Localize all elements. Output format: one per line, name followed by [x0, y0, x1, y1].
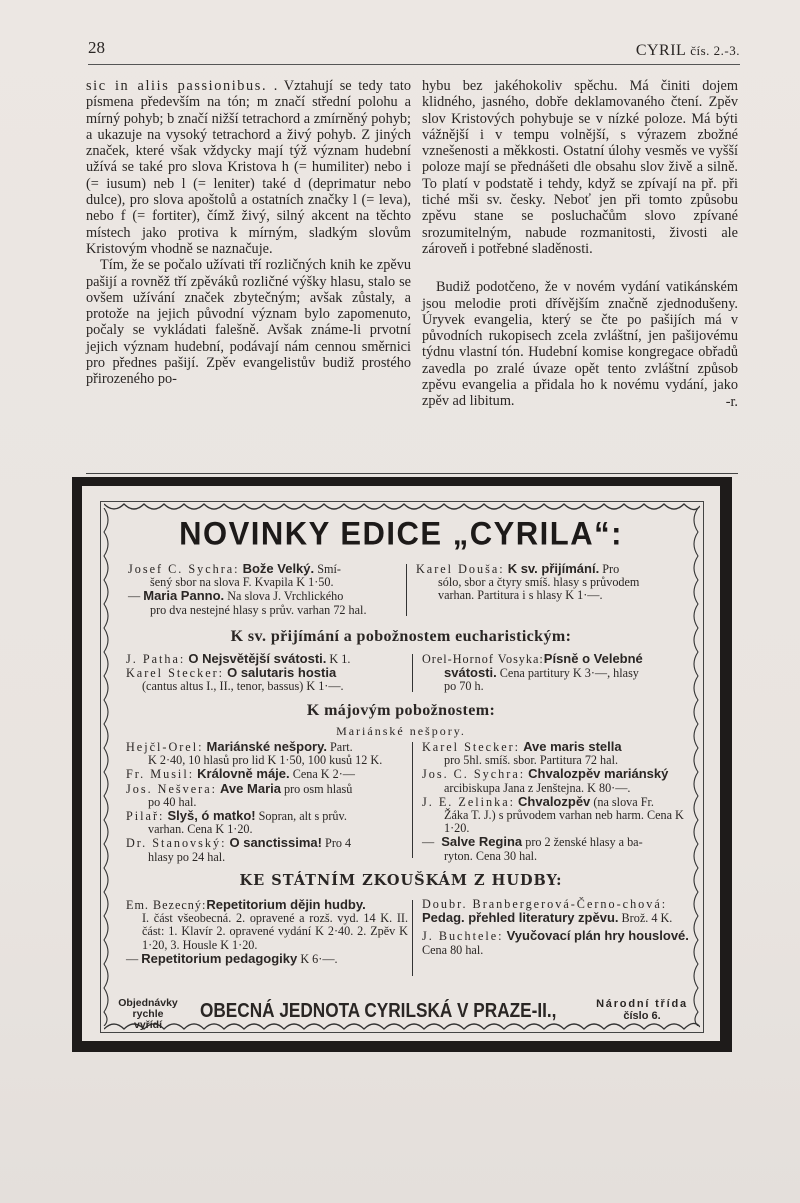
order-note-line: Objednávky rychle: [118, 997, 178, 1020]
work-description: (na slova Fr.: [590, 794, 654, 809]
composer-name: J. Buchtele:: [422, 929, 504, 944]
composer-name: Josef C. Sychra:: [128, 562, 240, 576]
address-line: číslo 6.: [623, 1010, 661, 1022]
work-title: Ave maris stella: [523, 739, 622, 754]
advertisement-title: NOVINKY EDICE „CYRILA“:: [179, 515, 623, 552]
publisher-address: [596, 998, 688, 1022]
work-title: Pedag. přehled literatury zpěvu.: [422, 910, 619, 926]
paragraph: hybu bez jakéhokoliv spěchu. Má činiti dojem klidného, jasného, dobře deklamovaného čtení. Zpěv slov Kristových pohybuje se v nízké poloze. Má býti vážnější i v tempu volnější, s výrazem zbožné vznešenosti a měkkosti. Ostatní úlohy vesměs ve vyšší poloze mají se přednášeti dle obsahu slov živě a silně. To platí v podstatě i tehdy, když se zpívají na př. při tiché mši sv. česky. Neboť jen při tomto způsobu zpěvu stane se posluchačům slovo zpívané srozumitelným, nabude rozmanitosti, živosti ale zároveň i potřebné sladěnosti.: [422, 78, 738, 257]
listing-entry: [422, 835, 690, 849]
address-line: Národní třída: [596, 998, 688, 1010]
composer-name: Doubr. Branbergerová-Černo-chová:: [422, 897, 668, 911]
advertisement-inner: [82, 486, 720, 1041]
listing-entry: [422, 666, 690, 680]
scallop-border-top: [104, 502, 700, 514]
paragraph: Tím, že se počalo užívati tří rozličných knih ke zpěvu pašijí a rovněž tří zpěváků rozličné výšky hlasu, stalo se ovšem užívání značek zbytečným; avšak zůstaly, a protože na jejich původní význam bylo zapomenuto, počaly se vykládati falešně. Avšak známe-li prvotní jejich význam hudební, podávají nám cennou směrnici pro přednes pašijí. Zpěv evangelistův budiž prostého přirozeného po-: [86, 257, 411, 388]
work-description: Cena 80 hal.: [422, 942, 484, 957]
column-divider: [406, 564, 407, 616]
work-description: Smí-: [314, 562, 341, 576]
work-description: pro dva nestejné hlasy s prův. varhan 72 hal.: [150, 602, 367, 617]
paragraph: [86, 78, 411, 257]
issue-number: čís. 2.-3.: [690, 43, 740, 58]
scallop-border-right: [690, 508, 700, 1026]
page-header: [88, 38, 740, 65]
composer-name: J. E. Zelinka:: [422, 794, 515, 809]
page-number: 28: [88, 38, 105, 57]
listing-entry: [128, 562, 398, 576]
work-description: Pro 4: [322, 836, 352, 851]
article-column-left: [86, 78, 411, 388]
work-title: Chvalozpěv mariánský: [528, 766, 669, 782]
work-title: O sanctissima!: [229, 835, 322, 851]
publisher-name: OBECNÁ JEDNOTA CYRILSKÁ V PRAZE-II.,: [200, 1000, 557, 1022]
work-title: Královně máje.: [197, 766, 290, 782]
column-divider: [412, 742, 413, 858]
section-subheading-vespers: Mariánské nešpory.: [336, 724, 466, 738]
composer-name: Fr. Musil:: [126, 767, 195, 782]
listing-entry: [422, 898, 690, 925]
article-column-right: [422, 78, 738, 410]
work-title: Chvalozpěv: [518, 793, 591, 809]
eucharist-right: [422, 652, 690, 694]
dash-prefix: —: [128, 589, 144, 604]
column-divider: [412, 654, 413, 692]
section-heading-may: K májovým pobožnostem:: [306, 702, 496, 719]
work-title: Repetitorium dějin hudby.: [206, 897, 366, 912]
order-note: [104, 998, 192, 1031]
composer-name: Karel Douša:: [416, 562, 505, 576]
listing-entry: [416, 562, 690, 576]
work-title: Bože Velký.: [242, 561, 315, 576]
work-title: Slyš, ó matko!: [167, 808, 256, 824]
work-description: šený sbor na slova F. Kvapila K 1·50.: [150, 575, 334, 590]
composer-name: Jos. C. Sychra:: [422, 767, 526, 782]
listing-entry: [126, 898, 408, 912]
work-description: varhan. Cena K 1·20.: [148, 822, 253, 837]
listing-entry: [422, 652, 690, 666]
listing-entry: [422, 740, 690, 754]
listing-entry: [126, 809, 408, 823]
composer-name: Em. Bezecný:: [126, 898, 207, 912]
listing-entry: [126, 952, 408, 966]
dash-prefix: —: [126, 951, 142, 966]
eucharist-left: [126, 652, 408, 694]
paragraph-gap: [422, 257, 738, 279]
work-title: Maria Panno.: [143, 588, 225, 604]
work-description: Brož. 4 K.: [618, 911, 673, 926]
journal-name: CYRIL: [635, 42, 686, 59]
work-title: Písně o Velebné: [543, 651, 643, 666]
work-description: Cena K 2·—: [289, 767, 355, 782]
exams-left: [126, 898, 408, 966]
composer-name: —: [422, 835, 442, 850]
work-description: po 40 hal.: [148, 794, 197, 809]
work-title: Ave Maria: [220, 780, 281, 796]
advertisement-box: [72, 477, 732, 1052]
work-description: (cantus altus I., II., tenor, bassus) K 1·—.: [142, 679, 344, 694]
composer-name: Hejčl-Orel:: [126, 740, 204, 754]
work-title: Salve Regina: [441, 834, 523, 850]
listing-dousa: [416, 562, 690, 603]
composer-name: J. Patha:: [126, 652, 186, 666]
work-title: K sv. přijímání.: [507, 561, 600, 576]
work-description: Cena partitury K 3·—, hlasy: [496, 666, 639, 681]
work-description: hlasy po 24 hal.: [148, 849, 226, 864]
work-description: I. část všeobecná. 2. opravené a rozš. vyd. 14 K. II. část: 1. Klavír 2. opravené vydání K 2·40. 2. Zpěv K 1·20, 3. Housle K 1·20.: [142, 911, 408, 952]
listing-entry: [422, 929, 690, 956]
listing-entry: [128, 589, 398, 603]
composer-name: Pilař:: [126, 809, 165, 824]
work-title: svátosti.: [444, 665, 497, 681]
work-description: K 6·—.: [297, 951, 338, 966]
work-description: Sopran, alt s prův.: [255, 809, 347, 824]
exams-right: [422, 898, 690, 957]
listing-entry: [126, 782, 408, 796]
work-description: K 1.: [326, 652, 351, 666]
work-description: Pro: [599, 562, 620, 576]
work-description: K 2·40, 10 hlasů pro lid K 1·50, 100 kusů 12 K.: [148, 753, 383, 768]
latin-lead: sic in aliis passionibus.: [86, 78, 268, 94]
author-signature: -r.: [725, 393, 738, 410]
work-description: Part.: [326, 740, 353, 754]
composer-name: Dr. Stanovský:: [126, 836, 227, 851]
work-title: O salutaris hostia: [227, 665, 337, 681]
article-divider: [86, 473, 738, 474]
work-description: pro osm hlasů: [280, 781, 353, 796]
composer-name: Karel Stecker:: [422, 740, 521, 754]
work-description: arcibiskupa Jana z Jenštejna. K 80·—.: [444, 780, 631, 795]
work-title: Vyučovací plán hry houslové.: [506, 928, 689, 944]
work-title: Mariánské nešpory.: [206, 739, 327, 754]
listing-entry: [422, 767, 690, 781]
work-description: Žáka T. J.) s průvodem varhan neb harm. Cena K 1·20.: [444, 808, 684, 836]
scallop-border-left: [102, 508, 112, 1026]
order-footer: [82, 997, 720, 1031]
section-heading-eucharist: K sv. přijímání a pobožnostem eucharistickým:: [230, 628, 572, 645]
listing-entry: [422, 795, 690, 809]
listing-entry: [126, 767, 408, 781]
composer-name: Orel-Hornof Vosyka:: [422, 652, 544, 666]
order-note-line: vyřídí: [133, 1019, 162, 1031]
work-description: po 70 h.: [444, 679, 484, 694]
work-description: varhan. Partitura i s hlasy K 1·—.: [438, 588, 603, 603]
work-title: Repetitorium pedagogiky: [141, 950, 298, 966]
work-title: O Nejsvětější svátosti.: [188, 651, 327, 666]
journal-title: [636, 42, 740, 60]
paragraph-text: . Vztahují se tedy tato písmena především na tón; m značí střední polohu a mírný pohyb; b značí nižší tetrachord a zmírněný pohyb; a ukazuje na vysoký tetrachord a živý pohyb. Z jiných značek, které však vždycky mají týž význam hudební užívá se také pro slova Kristova h (= humiliter) nebo i (= iusum) neb l (= leniter) také d (deprimatur nebo dulce), pro slova apoštolů a ostatních značky l (= leva), nebo f (= fortiter), čímž živý, silný akcent na těchto místech jako protiva k mírným, sladkým slovům Kristovým vhodně se naznačuje.: [86, 78, 411, 257]
listing-entry: [126, 666, 408, 680]
listing-entry: [126, 740, 408, 754]
composer-name: Karel Stecker:: [126, 666, 225, 681]
may-left: [126, 740, 408, 864]
work-description: pro 5hl. smíš. sbor. Partitura 72 hal.: [444, 753, 618, 768]
work-description: ryton. Cena 30 hal.: [444, 848, 538, 863]
work-description: sólo, sbor a čtyry smíš. hlasy s průvodem: [438, 575, 640, 590]
listing-entry: [126, 836, 408, 850]
column-divider: [412, 900, 413, 976]
listing-entry: [126, 652, 408, 666]
section-heading-exams: KE STÁTNÍM ZKOUŠKÁM Z HUDBY:: [239, 872, 563, 889]
composer-name: Jos. Nešvera:: [126, 781, 217, 796]
may-right: [422, 740, 690, 863]
work-description: Na slova J. Vrchlického: [224, 589, 344, 604]
listing-sychra: [128, 562, 398, 617]
paragraph: Budiž podotčeno, že v novém vydání vatikánském jsou melodie proti dřívějším značně zjednodušeny. Úryvek evangelia, který se čte po pašijích má v původních rukopisech zcela zvláštní, jen pašijovému týdnu vlastní tón. Hudební komise kongregace obřadů zavedla po zralé úvaze opět tento zvláštní způsob zpěvu evangelia a přidala ho k novému vydání, jako zpěv ad libitum.: [422, 279, 738, 410]
work-description: pro 2 ženské hlasy a ba-: [522, 835, 643, 850]
